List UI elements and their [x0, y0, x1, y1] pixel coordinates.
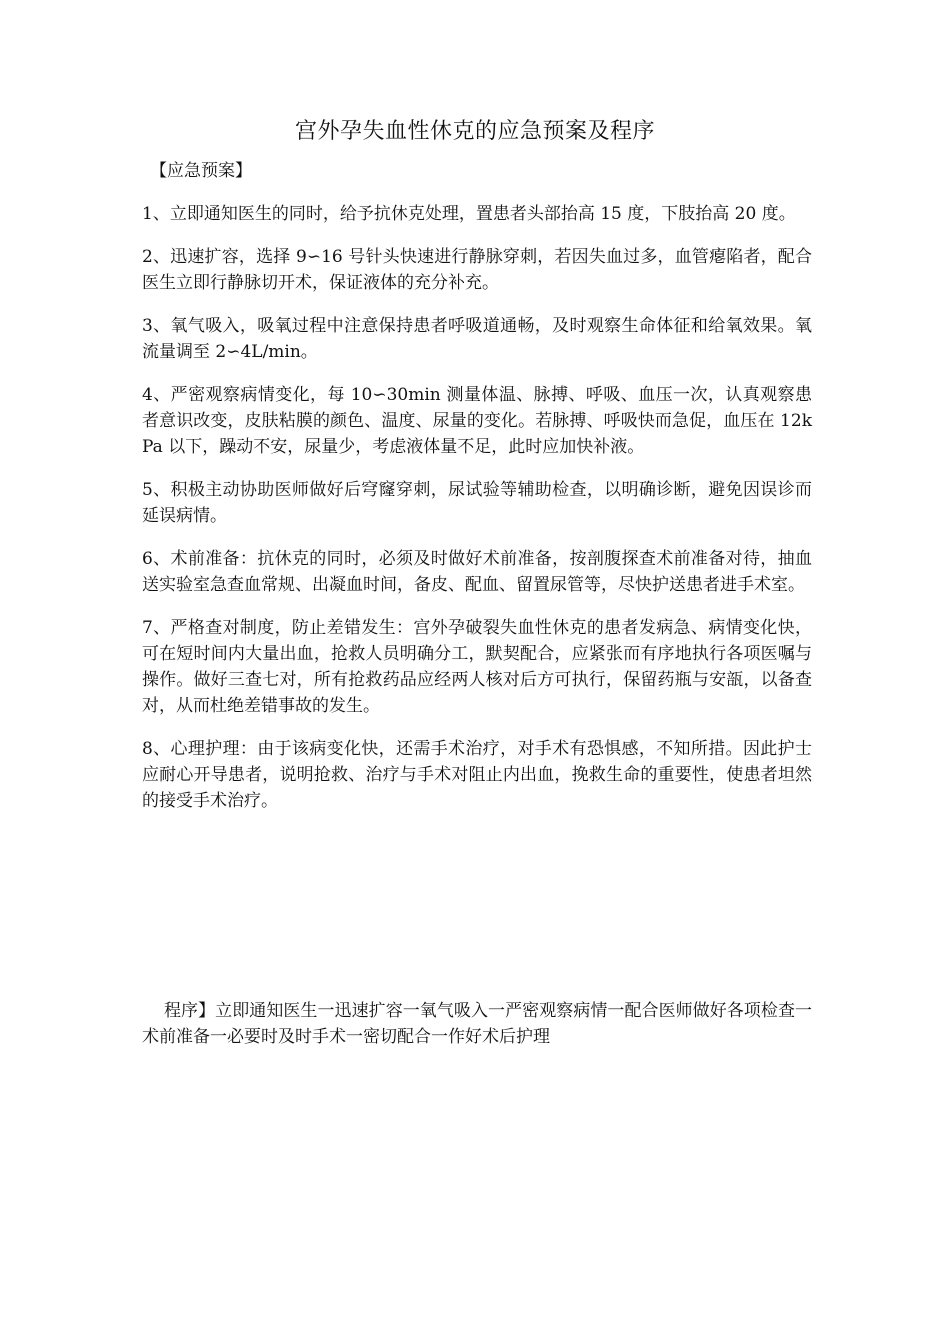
section-header-emergency-plan: 【应急预案】	[150, 161, 252, 181]
paragraph-4: 4、严密观察病情变化，每 10∽30min 测量体温、脉搏、呼吸、血压一次，认真观察患者意识改变，皮肤粘膜的颜色、温度、尿量的变化。若脉搏、呼吸快而急促，血压在 12kPa 以下，躁动不安，尿量少，考虑液体量不足，此时应加快补液。	[142, 385, 812, 457]
document-body	[142, 201, 812, 831]
paragraph-6: 6、术前准备：抗休克的同时，必须及时做好术前准备，按剖腹探查术前准备对待，抽血送实验室急查血常规、出凝血时间，备皮、配血、留置尿管等，尽快护送患者进手术室。	[142, 549, 812, 595]
paragraph-8: 8、心理护理：由于该病变化快，还需手术治疗，对手术有恐惧感，不知所措。因此护士应耐心开导患者，说明抢救、治疗与手术对阻止内出血，挽救生命的重要性，使患者坦然的接受手术治疗。	[142, 739, 812, 811]
paragraph-7: 7、严格查对制度，防止差错发生：宫外孕破裂失血性休克的患者发病急、病情变化快，可在短时间内大量出血，抢救人员明确分工，默契配合，应紧张而有序地执行各项医嘱与操作。做好三查七对，所有抢救药品应经两人核对后方可执行，保留药瓶与安瓿，以备查对，从而杜绝差错事故的发生。	[142, 618, 812, 716]
document-title: 宫外孕失血性休克的应急预案及程序	[294, 119, 655, 144]
paragraph-1: 1、立即通知医生的同时，给予抗休克处理，置患者头部抬高 15 度，下肢抬高 20 度。	[142, 204, 796, 224]
paragraph-3: 3、氧气吸入，吸氧过程中注意保持患者呼吸道通畅，及时观察生命体征和给氧效果。氧流量调至 2∽4L/min。	[142, 316, 812, 362]
procedure-paragraph: 程序】立即通知医生一迅速扩容一氧气吸入一严密观察病情一配合医师做好各项检查一术前准备一必要时及时手术一密切配合一作好术后护理	[142, 1001, 812, 1047]
paragraph-2: 2、迅速扩容，选择 9∽16 号针头快速进行静脉穿刺，若因失血过多，血管瘪陷者，配合医生立即行静脉切开术，保证液体的充分补充。	[142, 247, 812, 293]
paragraph-5: 5、积极主动协助医师做好后穹窿穿刺，尿试验等辅助检查，以明确诊断，避免因误诊而延误病情。	[142, 480, 812, 526]
